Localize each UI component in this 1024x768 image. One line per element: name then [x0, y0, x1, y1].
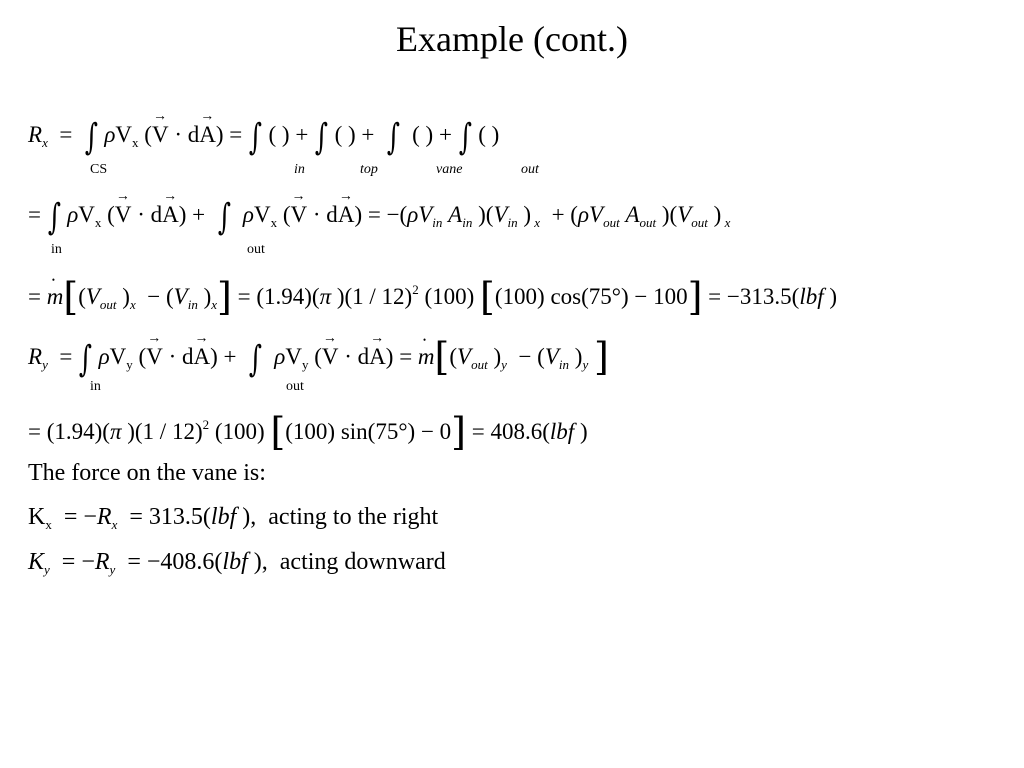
equation-ry-definition: $R_y$ = ∫ $\rho V_y$ (→ V · d→ A) + ∫ $\rho V_y$ (→ V · d→ A) = • $m[(V_{out}$ )$_y - (V_{in}$ )$_y$ ] — [28, 338, 609, 378]
ry-value: 408.6 — [490, 419, 543, 444]
equation-ky: $K_y = -R_y = -408.6(lbf$ ), acting downward — [28, 549, 446, 577]
limit-out: out — [521, 162, 539, 177]
kx-direction: acting to the right — [268, 504, 439, 530]
force-intro-text: The force on the vane is: — [28, 460, 266, 486]
equation-kx: $K_x = -R_x = 313.5(lbf$ ), acting to the right — [28, 504, 439, 532]
kx-value: 313.5 — [148, 504, 203, 530]
ry-unit: lbf — [549, 419, 575, 444]
limit-cs: CS — [90, 162, 108, 177]
limit-vane: vane — [436, 162, 463, 177]
limit-in-3: in — [90, 379, 101, 394]
equation-ry-result: = (1.94)(π )(1 / 12)$^2$ (100) [(100) sin(75°) − 0] = 408.6(lbf ) — [28, 410, 588, 454]
rx-unit: lbf — [799, 284, 824, 309]
ky-value: −408.6 — [146, 549, 215, 575]
limit-in: in — [294, 162, 305, 177]
ky-direction: acting downward — [279, 549, 446, 575]
equation-rx-definition: $R_x$ = ∫ $\rho V_x$ (→ V · d→ A) = ∫ ( ) + ∫ ( ) + ∫ ( ) + ∫ ( ) — [28, 120, 499, 156]
limit-out-2: out — [247, 242, 265, 257]
ky-unit: lbf — [222, 549, 248, 575]
limit-in-2: in — [51, 242, 62, 257]
kx-unit: lbf — [210, 504, 237, 530]
equation-rx-result: = • $m[(V_{out}$ )$_x - (V_{in}$ )$_x] = (1.94)(\pi$ )(1 / 12)$^2$ (100) [(100) cos(75°) − 100] = −313.5(lbf ) — [28, 278, 837, 316]
limit-out-3: out — [286, 379, 304, 394]
limit-top: top — [360, 162, 378, 177]
slide-title: Example (cont.) — [396, 19, 628, 59]
equation-rx-expansion: = ∫ $\rho V_x$ (→ V · d→ A) + ∫ $\rho V_x$ (→ $V \cdot d\to A) = -(\rho V_{in}$ $A_{in}$ )($V_{in}$ ) $_x + (\rho V_{out}$ $A_{out}$ )($V_{out}$ ) $_x$ — [28, 200, 730, 236]
rx-value: −313.5 — [726, 284, 792, 309]
